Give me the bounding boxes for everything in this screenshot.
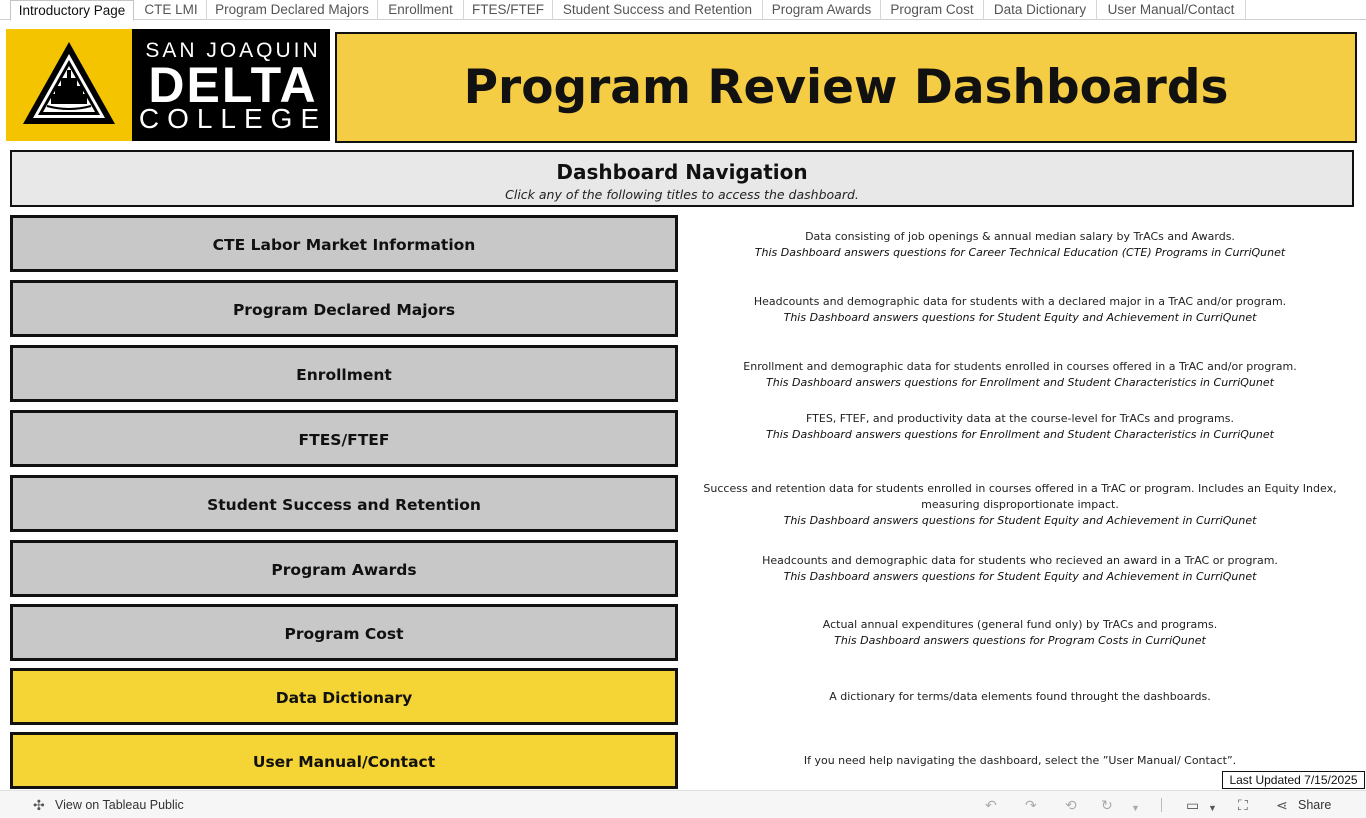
description-text: Enrollment and demographic data for students enrolled in courses offered in a TrAC and/or program. <box>743 360 1297 373</box>
logo-wordmark <box>138 29 328 141</box>
refresh-icon[interactable]: ↻ <box>1101 797 1113 813</box>
navigation-title: Dashboard Navigation <box>556 160 808 184</box>
page-title-banner <box>335 32 1357 143</box>
description-data-dictionary <box>690 689 1350 705</box>
tableau-logo-icon: ✣ <box>33 797 45 813</box>
tab-enrollment[interactable]: Enrollment <box>378 0 464 20</box>
view-on-tableau-link[interactable]: View on Tableau Public <box>55 798 184 812</box>
description-note: This Dashboard answers questions for Enrollment and Student Characteristics in CurriQunet <box>766 428 1274 441</box>
download-icon[interactable]: ▭ <box>1186 797 1200 813</box>
description-text: FTES, FTEF, and productivity data at the course-level for TrACs and programs. <box>806 412 1234 425</box>
description-ftes-ftef <box>690 411 1350 443</box>
description-program-awards <box>690 553 1350 585</box>
tab-program-awards[interactable]: Program Awards <box>763 0 881 20</box>
last-updated-label: Last Updated 7/15/2025 <box>1222 771 1365 789</box>
nav-button-enrollment[interactable] <box>10 345 678 402</box>
description-text: Actual annual expenditures (general fund only) by TrACs and programs. <box>822 618 1218 631</box>
tab-ftes-ftef[interactable]: FTES/FTEF <box>464 0 553 20</box>
description-text: Headcounts and demographic data for students who recieved an award in a TrAC or program. <box>762 554 1278 567</box>
navigation-header <box>10 150 1354 207</box>
download-chevron-down-icon[interactable]: ▼ <box>1208 803 1217 813</box>
navigation-subtitle: Click any of the following titles to access the dashboard. <box>505 187 859 202</box>
description-program-cost <box>690 617 1350 649</box>
description-text: Headcounts and demographic data for students with a declared major in a TrAC and/or program. <box>753 295 1287 308</box>
nav-button-label: Data Dictionary <box>275 689 413 707</box>
description-program-declared-majors <box>690 294 1350 326</box>
description-note: This Dashboard answers questions for Student Equity and Achievement in CurriQunet <box>783 514 1257 527</box>
tab-program-cost[interactable]: Program Cost <box>881 0 984 20</box>
description-user-manual <box>690 753 1350 769</box>
tab-introductory-page[interactable]: Introductory Page <box>10 0 134 21</box>
tab-bar <box>0 0 1366 20</box>
redo-icon[interactable]: ↷ <box>1025 797 1037 813</box>
description-text: A dictionary for terms/data elements found throught the dashboards. <box>829 690 1211 703</box>
nav-button-label: Program Awards <box>271 561 417 579</box>
description-note: This Dashboard answers questions for Program Costs in CurriQunet <box>834 634 1206 647</box>
tableau-toolbar <box>0 790 1366 818</box>
college-logo <box>6 29 330 141</box>
tab-program-declared-majors[interactable]: Program Declared Majors <box>207 0 378 20</box>
share-icon[interactable]: ⋖ <box>1276 797 1288 813</box>
nav-button-user-manual[interactable] <box>10 732 678 789</box>
fullscreen-icon[interactable]: ⛶ <box>1238 797 1248 813</box>
nav-button-program-awards[interactable] <box>10 540 678 597</box>
tab-cte-lmi[interactable]: CTE LMI <box>136 0 207 20</box>
description-note: This Dashboard answers questions for Student Equity and Achievement in CurriQunet <box>783 311 1257 324</box>
nav-button-label: User Manual/Contact <box>252 753 436 771</box>
nav-button-program-declared-majors[interactable] <box>10 280 678 337</box>
logo-line-3: COLLEGE <box>138 103 328 134</box>
nav-button-student-success[interactable] <box>10 475 678 532</box>
nav-button-program-cost[interactable] <box>10 604 678 661</box>
toolbar-divider <box>1161 798 1162 812</box>
undo-icon[interactable]: ↶ <box>985 797 997 813</box>
nav-button-label: Program Cost <box>284 625 404 643</box>
tab-student-success[interactable]: Student Success and Retention <box>553 0 763 20</box>
nav-button-label: Enrollment <box>296 366 392 384</box>
logo-line-2: DELTA <box>148 57 318 113</box>
description-note: This Dashboard answers questions for Enrollment and Student Characteristics in CurriQunet <box>766 376 1274 389</box>
description-student-success <box>690 481 1350 529</box>
page-title: Program Review Dashboards <box>463 60 1229 115</box>
riverboat-emblem-icon <box>21 40 117 128</box>
tab-data-dictionary[interactable]: Data Dictionary <box>984 0 1097 20</box>
nav-button-label: CTE Labor Market Information <box>212 236 476 254</box>
description-text: Data consisting of job openings & annual median salary by TrACs and Awards. <box>805 230 1235 243</box>
chevron-down-icon[interactable]: ▼ <box>1131 803 1140 813</box>
description-enrollment <box>690 359 1350 391</box>
nav-button-label: Program Declared Majors <box>232 301 456 319</box>
nav-button-ftes-ftef[interactable] <box>10 410 678 467</box>
logo-line-1: SAN JOAQUIN <box>145 39 321 62</box>
description-cte-lmi <box>690 229 1350 261</box>
share-button[interactable]: Share <box>1298 798 1332 812</box>
tab-user-manual[interactable]: User Manual/Contact <box>1097 0 1246 20</box>
nav-button-data-dictionary[interactable] <box>10 668 678 725</box>
nav-button-label: FTES/FTEF <box>298 431 390 449</box>
nav-button-label: Student Success and Retention <box>207 496 481 514</box>
description-note: This Dashboard answers questions for Career Technical Education (CTE) Programs in CurriQunet <box>754 246 1286 259</box>
revert-icon[interactable]: ⟲ <box>1065 797 1077 813</box>
logo-emblem-background <box>6 29 132 141</box>
description-text: Success and retention data for students enrolled in courses offered in a TrAC or program. Includes an Equity Index, measuring disproportionate impact. <box>703 482 1337 511</box>
description-note: This Dashboard answers questions for Student Equity and Achievement in CurriQunet <box>783 570 1257 583</box>
nav-button-cte-lmi[interactable] <box>10 215 678 272</box>
description-text: If you need help navigating the dashboard, select the ”User Manual/ Contact”. <box>803 754 1237 767</box>
